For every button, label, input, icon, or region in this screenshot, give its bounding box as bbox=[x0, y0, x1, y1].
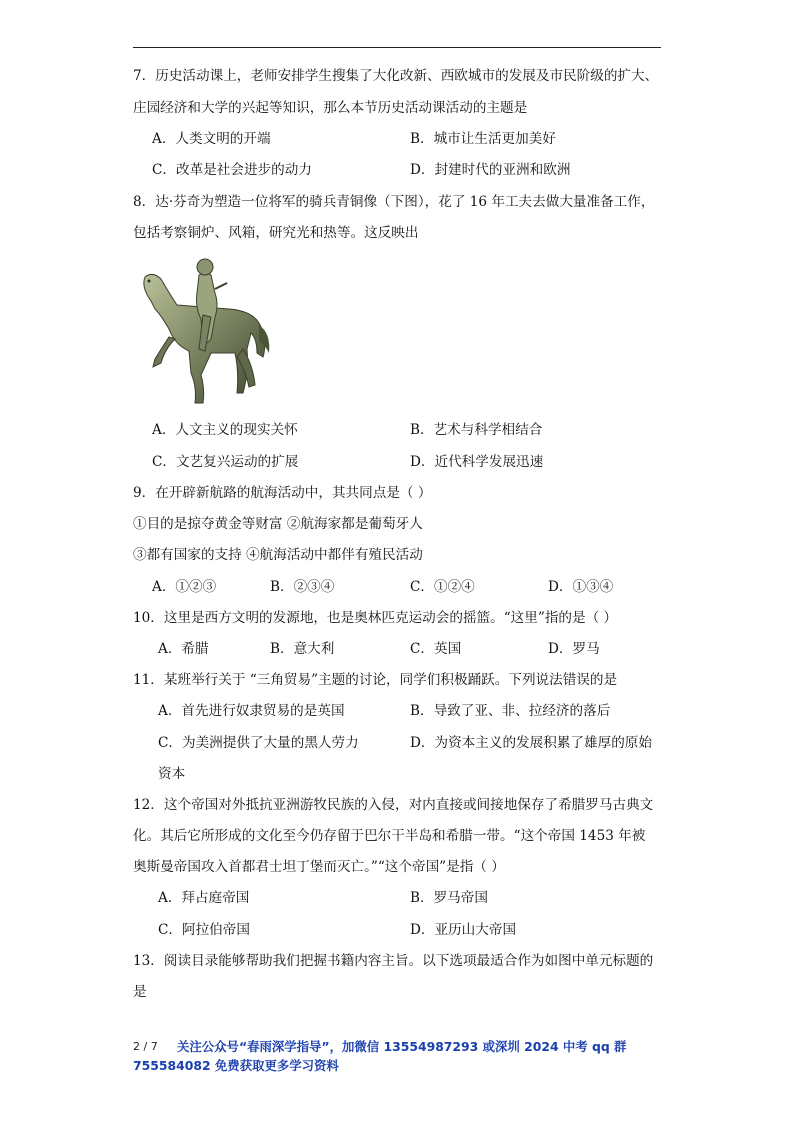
page-number: 2 / 7 bbox=[133, 1040, 158, 1053]
q10-option-c: C．英国 bbox=[410, 641, 462, 657]
q12-stem-line1: 12．这个帝国对外抵抗亚洲游牧民族的入侵，对内直接或间接地保存了希腊罗马古典文 bbox=[133, 797, 654, 813]
q8-option-b: B．艺术与科学相结合 bbox=[410, 422, 543, 438]
q8-option-c: C．文艺复兴运动的扩展 bbox=[152, 454, 299, 470]
q12-option-b: B．罗马帝国 bbox=[410, 890, 488, 906]
equestrian-statue-image bbox=[131, 253, 273, 411]
q7-option-c: C．改革是社会进步的动力 bbox=[152, 162, 312, 178]
q9-option-c: C．①②④ bbox=[410, 579, 475, 595]
q8-option-d: D．近代科学发展迅速 bbox=[410, 454, 544, 470]
q9-stem-line2: ①目的是掠夺黄金等财富 ②航海家都是葡萄牙人 bbox=[133, 516, 423, 532]
q12-stem-line2: 化。其后它所形成的文化至今仍存留于巴尔干半岛和希腊一带。“这个帝国 1453 年被 bbox=[133, 828, 646, 844]
q12-stem-line3: 奥斯曼帝国攻入首都君士坦丁堡而灭亡。”“这个帝国”是指（ ） bbox=[133, 859, 505, 875]
q10-stem-line1: 10．这里是西方文明的发源地，也是奥林匹克运动会的摇篮。“这里”指的是（ ） bbox=[133, 610, 618, 626]
q11-stem-line1: 11．某班举行关于 “三角贸易”主题的讨论，同学们积极踊跃。下列说法错误的是 bbox=[133, 672, 618, 688]
footer-promo-line2: 755584082 免费获取更多学习资料 bbox=[133, 1058, 339, 1073]
q12-option-d: D．亚历山大帝国 bbox=[410, 922, 517, 938]
q7-stem-line2: 庄园经济和大学的兴起等知识，那么本节历史活动课活动的主题是 bbox=[133, 100, 528, 116]
q10-option-d: D．罗马 bbox=[548, 641, 600, 657]
q9-stem-line1: 9．在开辟新航路的航海活动中，其共同点是（ ） bbox=[133, 485, 432, 501]
q9-option-d: D．①③④ bbox=[548, 579, 614, 595]
q7-option-d: D．封建时代的亚洲和欧洲 bbox=[410, 162, 571, 178]
footer-promo-line1: 关注公众号“春雨深学指导”，加微信 13554987293 或深圳 2024 中考 qq 群 bbox=[177, 1039, 627, 1054]
q8-option-a: A．人文主义的现实关怀 bbox=[152, 422, 298, 438]
q9-option-b: B．②③④ bbox=[270, 579, 335, 595]
q13-stem-line1: 13．阅读目录能够帮助我们把握书籍内容主旨。以下选项最适合作为如图中单元标题的 bbox=[133, 953, 654, 969]
q11-option-b: B．导致了亚、非、拉经济的落后 bbox=[410, 703, 611, 719]
header-rule bbox=[133, 47, 661, 48]
q11-option-c: C．为美洲提供了大量的黑人劳力 bbox=[158, 735, 359, 751]
q9-stem-line3: ③都有国家的支持 ④航海活动中都伴有殖民活动 bbox=[133, 547, 423, 563]
q11-option-a: A．首先进行奴隶贸易的是英国 bbox=[158, 703, 345, 719]
q11-option-d-continued: 资本 bbox=[158, 766, 186, 782]
q7-stem-line1: 7．历史活动课上，老师安排学生搜集了大化改新、西欧城市的发展及市民阶级的扩大、 bbox=[133, 68, 659, 84]
q8-stem-line2: 包括考察铜炉、风箱，研究光和热等。这反映出 bbox=[133, 225, 419, 241]
q8-stem-line1: 8．达·芬奇为塑造一位将军的骑兵青铜像（下图），花了 16 年工夫去做大量准备工作， bbox=[133, 194, 655, 210]
q12-option-a: A．拜占庭帝国 bbox=[158, 890, 250, 906]
q13-stem-line2: 是 bbox=[133, 984, 147, 1000]
q12-option-c: C．阿拉伯帝国 bbox=[158, 922, 250, 938]
q7-option-a: A．人类文明的开端 bbox=[152, 131, 271, 147]
q7-option-b: B．城市让生活更加美好 bbox=[410, 131, 556, 147]
q10-option-b: B．意大利 bbox=[270, 641, 335, 657]
q9-option-a: A．①②③ bbox=[152, 579, 217, 595]
q10-option-a: A．希腊 bbox=[158, 641, 209, 657]
q11-option-d: D．为资本主义的发展积累了雄厚的原始 bbox=[410, 735, 652, 751]
